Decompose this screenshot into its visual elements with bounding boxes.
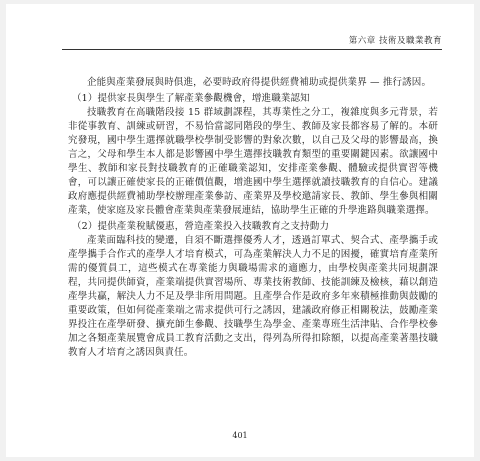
chapter-title: 第六章 技術及職業教育 [348, 36, 442, 46]
section-1-heading: （1）提供家長與學生了解產業參觀機會，增進職業認知 [72, 93, 310, 104]
page-number: 401 [232, 431, 248, 440]
document-page [6, 4, 474, 457]
page-body [68, 76, 438, 360]
intro-paragraph: 企能與產業發展與時俱進，必要時政府得提供經費補助或提供業界 — 推行誘因。 [87, 77, 432, 88]
section-1-paragraph: 技職教育在高職階段接 15 群域劃課程，其專業性之分工，複雜度與多元背景，若非從事教育、訓練或研習，不易恰當認同階段的學生、教師及家長都容易了解的。本研究發現，國中學生選擇就職學校學制受影響的對象次數，以自己及父母的影響最高，換言之，父母和學生本人都是影響國中學生選擇技職教育類型的重要關鍵因素。欲讓國中學生、教師和家長對技職教育的正確職業認知，安排產業參觀、體驗或提供實習等機會，可以讓正確使家長的正確價值觀，增進國中學生選擇就讀技職教育的自信心。建議政府應提供經費補助學校辦理產業參訪、產業界及學校邀請家長、教師、學生參與相關產業，使家庭及家長體會產業與產業發展連結，協助學生正確的升學進路與職業選擇。 [68, 107, 438, 216]
section-2-paragraph: 產業面臨科技的變遷，自須不斷選擇優秀人才，透過訂單式、契合式、產學攜手或產學攜手合作式的產學人才培育模式，可為產業解決人力不足的困擾，確實培育產業所需的優質員工，這些模式在專業能力與職場需求的適應力，由學校與產業共同規劃課程，共同提供師資，產業端提供實習場所、專業技術教師、技能訓練及檢核，藉以創造產學共贏，解決人力不足及學非所用問題。且產學合作是政府多年來積極推動與鼓勵的重要政策，但如何從產業端之需求提供可行之誘因，建議政府修正相關稅法，鼓勵產業界投注在產學研發、擴充師生參觀、技職學生為學金、產業專班生活津貼、合作學校參加之各類產業展覽會成員工教育活動之支出，得列為所得扣除額，以提高產業著墨技職教育人才培育之誘因與責任。 [68, 235, 438, 358]
running-header [62, 29, 442, 50]
section-2-heading: （2）提供產業稅賦優惠，營造產業投入技職教育之支持動力 [72, 221, 330, 232]
